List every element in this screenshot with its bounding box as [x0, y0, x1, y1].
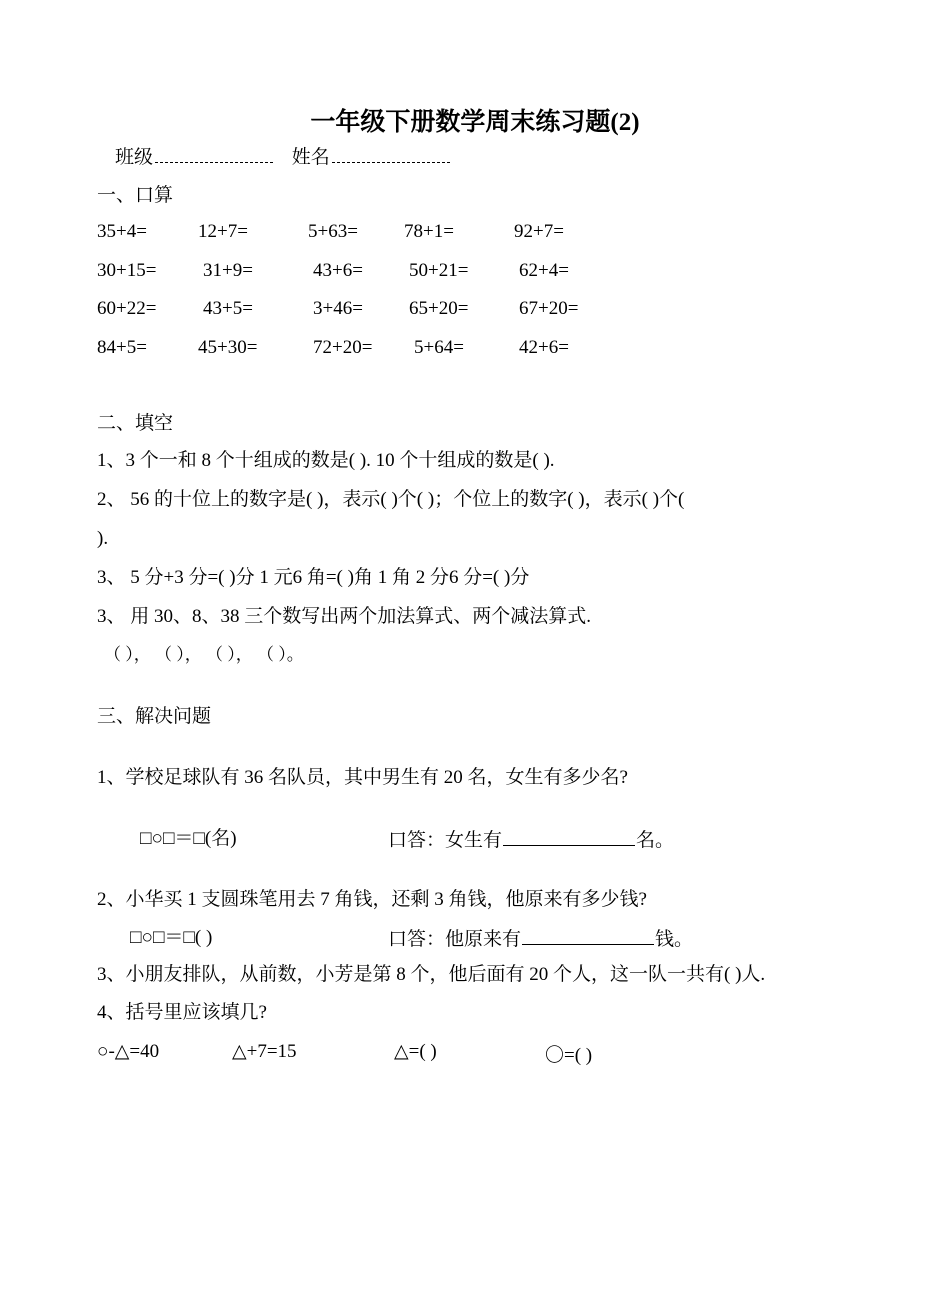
section3-heading: 三、解决问题	[97, 706, 212, 727]
problem-1: 1、学校足球队有 36 名队员，其中男生有 20 名，女生有多少名?	[97, 767, 628, 788]
arith-cell: 50+21=	[409, 260, 469, 281]
arith-cell: 5+64=	[414, 337, 464, 358]
name-field	[332, 148, 450, 163]
problem-1-answer	[388, 827, 674, 853]
problem-4-item: △+7=15	[232, 1041, 297, 1062]
answer-suffix: 钱。	[655, 929, 694, 950]
answer-suffix: 名。	[636, 830, 675, 851]
arith-cell: 31+9=	[203, 260, 253, 281]
name-label: 姓名	[291, 147, 330, 168]
fill-question-1: 1、3 个一和 8 个十组成的数是( ). 10 个十组成的数是( ).	[97, 450, 555, 471]
fill-question-2: 2、 56 的十位上的数字是( )，表示( )个( )；个位上的数字( )，表示( )个(	[97, 489, 685, 510]
answer-prefix: 口答：他原来有	[388, 929, 522, 950]
fill-question-3: 3、 5 分+3 分=( )分 1 元6 角=( )角 1 角 2 分6 分=( )分	[97, 567, 530, 588]
arith-cell: 60+22=	[97, 298, 157, 319]
problem-4: 4、括号里应该填几?	[97, 1002, 267, 1023]
arith-cell: 65+20=	[409, 298, 469, 319]
arith-cell: 43+5=	[203, 298, 253, 319]
arith-cell: 92+7=	[514, 221, 564, 242]
problem-3: 3、小朋友排队，从前数，小芳是第 8 个，他后面有 20 个人，这一队一共有( )人.	[97, 964, 766, 985]
problem-4-item: 〇=( )	[545, 1045, 593, 1066]
arith-cell: 43+6=	[313, 260, 363, 281]
section2-heading: 二、填空	[97, 413, 174, 434]
problem-4-item: △=( )	[394, 1041, 437, 1062]
arith-cell: 67+20=	[519, 298, 579, 319]
class-field	[155, 148, 273, 163]
arith-cell: 62+4=	[519, 260, 569, 281]
page-title: 一年级下册数学周末练习题(2)	[310, 109, 640, 136]
fill-question-2-cont: ).	[97, 528, 109, 549]
arith-cell: 84+5=	[97, 337, 147, 358]
answer-blank	[522, 926, 654, 945]
student-info	[115, 146, 450, 170]
arith-cell: 42+6=	[519, 337, 569, 358]
arith-cell: 30+15=	[97, 260, 157, 281]
problem-2-formula: □○□＝□( )	[130, 927, 213, 948]
arith-cell: 72+20=	[313, 337, 373, 358]
fill-question-4: 3、 用 30、8、38 三个数写出两个加法算式、两个减法算式.	[97, 606, 592, 627]
answer-blank	[503, 827, 635, 846]
class-label: 班级	[115, 147, 154, 168]
section1-heading: 一、口算	[97, 185, 174, 206]
problem-4-item: ○-△=40	[97, 1041, 160, 1062]
problem-2: 2、小华买 1 支圆珠笔用去 7 角钱，还剩 3 角钱，他原来有多少钱?	[97, 889, 647, 910]
arith-cell: 78+1=	[404, 221, 454, 242]
arith-cell: 5+63=	[308, 221, 358, 242]
arith-cell: 35+4=	[97, 221, 147, 242]
answer-prefix: 口答：女生有	[388, 830, 503, 851]
fill-question-4-blanks: （ ）， （ ）， （ ）， （ ）。	[104, 645, 304, 664]
arith-cell: 45+30=	[198, 337, 258, 358]
arith-cell: 3+46=	[313, 298, 363, 319]
arith-cell: 12+7=	[198, 221, 248, 242]
problem-2-answer	[388, 926, 693, 952]
problem-1-formula: □○□＝□(名)	[140, 828, 237, 849]
